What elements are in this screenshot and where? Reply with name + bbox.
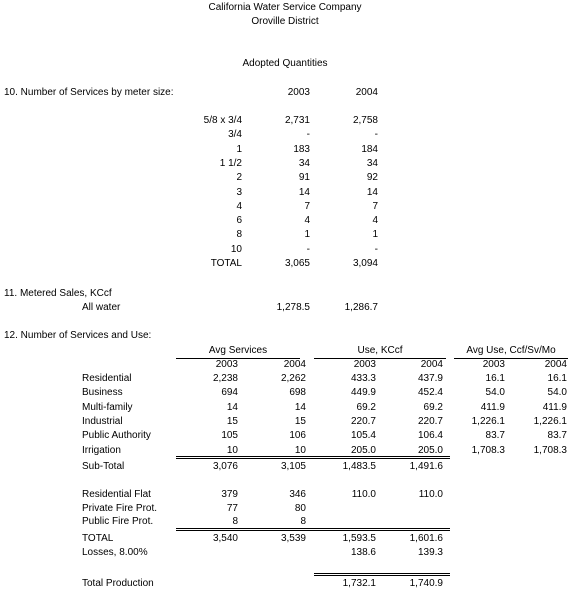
usage-row-value: 449.9 (350, 387, 376, 399)
usage-row-value: 452.4 (417, 387, 443, 399)
meter-size-label: 8 (236, 229, 242, 241)
meter-count-2003: 91 (298, 172, 310, 184)
losses-value: 139.3 (417, 547, 443, 558)
usage-row-value: 106.4 (417, 430, 443, 442)
usage-row-label: Residential (82, 373, 132, 384)
usage-row-value: 433.3 (350, 373, 376, 384)
losses-label: Losses, 8.00% (82, 547, 148, 558)
usage-row-value: 15 (294, 415, 306, 427)
meter-count-2004: - (374, 129, 378, 141)
usage-row-value: 411.9 (542, 401, 567, 413)
meter-count-2004: 3,094 (352, 258, 378, 269)
total-rule (176, 530, 450, 531)
subtotal-row-value: 1,491.6 (409, 461, 443, 472)
usage-row-value: 411.9 (480, 401, 505, 413)
production-value: 1,740.9 (409, 578, 443, 589)
usage-row-value: 16.1 (485, 373, 505, 384)
production-rule (314, 575, 450, 576)
subtotal-row-value: 1,483.5 (342, 461, 376, 472)
meter-count-2004: - (374, 243, 378, 255)
usage-row-value: 205.0 (350, 444, 376, 456)
section10-title: 10. Number of Services by meter size: (4, 87, 174, 98)
production-value: 1,732.1 (342, 578, 376, 589)
year-header: 2004 (544, 359, 567, 370)
flat-row-value: 110.0 (351, 489, 376, 500)
usage-row-value: 1,708.3 (471, 444, 505, 456)
meter-count-2003: - (306, 243, 310, 255)
usage-row-value: 694 (221, 387, 238, 399)
meter-count-2003: 3,065 (284, 258, 310, 269)
group-header: Avg Services (208, 345, 268, 356)
meter-count-2004: 184 (361, 143, 378, 155)
usage-row-value: 10 (294, 444, 306, 456)
total-rule (176, 528, 450, 529)
usage-row-value: 1,226.1 (533, 415, 567, 427)
year-header: 2003 (482, 359, 505, 370)
flat-row-value: 379 (221, 489, 238, 500)
meter-count-2004: 92 (366, 172, 378, 184)
meter-count-2003: 2,731 (284, 115, 310, 126)
group-header: Avg Use, Ccf/Sv/Mo (466, 345, 556, 356)
meter-size-label: 1 1/2 (219, 157, 242, 169)
flat-row-value: 110.0 (418, 489, 443, 500)
meter-size-label: TOTAL (210, 258, 242, 269)
meter-size-label: 6 (236, 215, 242, 227)
meter-size-label: 10 (230, 243, 242, 255)
section12-title: 12. Number of Services and Use: (4, 330, 152, 341)
flat-row-value: 346 (289, 489, 306, 500)
usage-row-value: 14 (226, 401, 238, 413)
production-label: Total Production (82, 578, 154, 589)
usage-row-value: 54.0 (547, 387, 567, 399)
meter-size-label: 4 (236, 200, 242, 212)
meter-count-2004: 14 (366, 186, 378, 198)
meter-count-2003: 14 (298, 186, 310, 198)
meter-count-2003: 183 (293, 143, 310, 155)
total-row-value: 1,593.5 (342, 533, 376, 544)
meter-count-2004: 34 (366, 157, 378, 169)
meter-count-2003: 7 (304, 200, 310, 212)
total-row-value: 1,601.6 (409, 533, 443, 544)
usage-row-value: 205.0 (417, 444, 443, 456)
group-header: Use, KCcf (357, 345, 403, 356)
usage-row-value: 105.4 (350, 430, 376, 442)
meter-size-label: 3/4 (228, 129, 242, 141)
usage-row-value: 1,708.3 (533, 444, 567, 456)
usage-row-value: 69.2 (423, 401, 443, 413)
usage-row-value: 2,262 (280, 373, 306, 384)
usage-row-value: 54.0 (485, 387, 505, 399)
usage-row-value: 437.9 (417, 373, 443, 384)
section10-year-2004: 2004 (355, 87, 378, 98)
section10-year-2003: 2003 (287, 87, 310, 98)
meter-count-2003: 4 (304, 215, 310, 227)
district-name: Oroville District (251, 16, 319, 27)
usage-row-value: 2,238 (212, 373, 238, 384)
section11-value-2004: 1,286.7 (344, 302, 378, 313)
usage-row-value: 1,226.1 (471, 415, 505, 427)
usage-row-value: 83.7 (547, 430, 567, 442)
company-name: California Water Service Company (208, 2, 362, 13)
section11-label: All water (82, 302, 121, 313)
meter-count-2004: 4 (372, 215, 378, 227)
section11-value-2003: 1,278.5 (276, 302, 310, 313)
flat-row-label: Residential Flat (82, 489, 151, 500)
flat-row-value: 77 (226, 502, 238, 514)
meter-count-2004: 2,758 (352, 115, 378, 126)
total-row-label: TOTAL (82, 533, 114, 544)
usage-row-value: 220.7 (417, 415, 443, 427)
meter-count-2003: - (306, 129, 310, 141)
meter-count-2003: 1 (304, 229, 310, 241)
meter-count-2004: 1 (372, 229, 378, 241)
usage-row-label: Business (82, 387, 123, 399)
year-header: 2004 (420, 359, 443, 370)
usage-row-label: Industrial (82, 415, 123, 427)
meter-size-label: 3 (236, 186, 242, 198)
meter-size-label: 1 (236, 143, 242, 155)
losses-value: 138.6 (350, 547, 376, 558)
flat-row-label: Public Fire Prot. (82, 516, 154, 527)
usage-row-value: 220.7 (350, 415, 376, 427)
usage-row-value: 10 (226, 444, 238, 456)
usage-row-value: 69.2 (356, 401, 376, 413)
total-row-value: 3,539 (280, 533, 306, 544)
meter-count-2004: 7 (372, 200, 378, 212)
usage-row-value: 105 (221, 430, 238, 442)
usage-row-value: 16.1 (547, 373, 567, 384)
flat-row-label: Private Fire Prot. (82, 502, 158, 514)
total-row-value: 3,540 (212, 533, 238, 544)
meter-count-2003: 34 (298, 157, 310, 169)
usage-row-value: 698 (289, 387, 306, 399)
flat-row-value: 8 (232, 516, 238, 527)
usage-row-label: Public Authority (82, 430, 151, 442)
production-rule (314, 573, 450, 574)
subtotal-row-label: Sub-Total (82, 461, 125, 472)
section11-title: 11. Metered Sales, KCcf (4, 288, 112, 299)
year-header: 2003 (353, 359, 376, 370)
report-subtitle: Adopted Quantities (242, 58, 328, 69)
usage-row-value: 83.7 (485, 430, 505, 442)
year-header: 2003 (215, 359, 238, 370)
year-header: 2004 (283, 359, 306, 370)
usage-row-value: 14 (294, 401, 306, 413)
usage-row-label: Multi-family (82, 401, 133, 413)
usage-row-label: Irrigation (82, 444, 121, 456)
subtotal-row-value: 3,105 (280, 461, 306, 472)
subtotal-row-value: 3,076 (212, 461, 238, 472)
flat-row-value: 80 (294, 502, 306, 514)
usage-row-value: 106 (289, 430, 306, 442)
meter-size-label: 5/8 x 3/4 (203, 115, 242, 126)
flat-row-value: 8 (300, 516, 306, 527)
meter-size-label: 2 (236, 172, 242, 184)
subtotal-rule (176, 458, 450, 459)
usage-row-value: 15 (226, 415, 238, 427)
subtotal-rule (176, 456, 450, 457)
